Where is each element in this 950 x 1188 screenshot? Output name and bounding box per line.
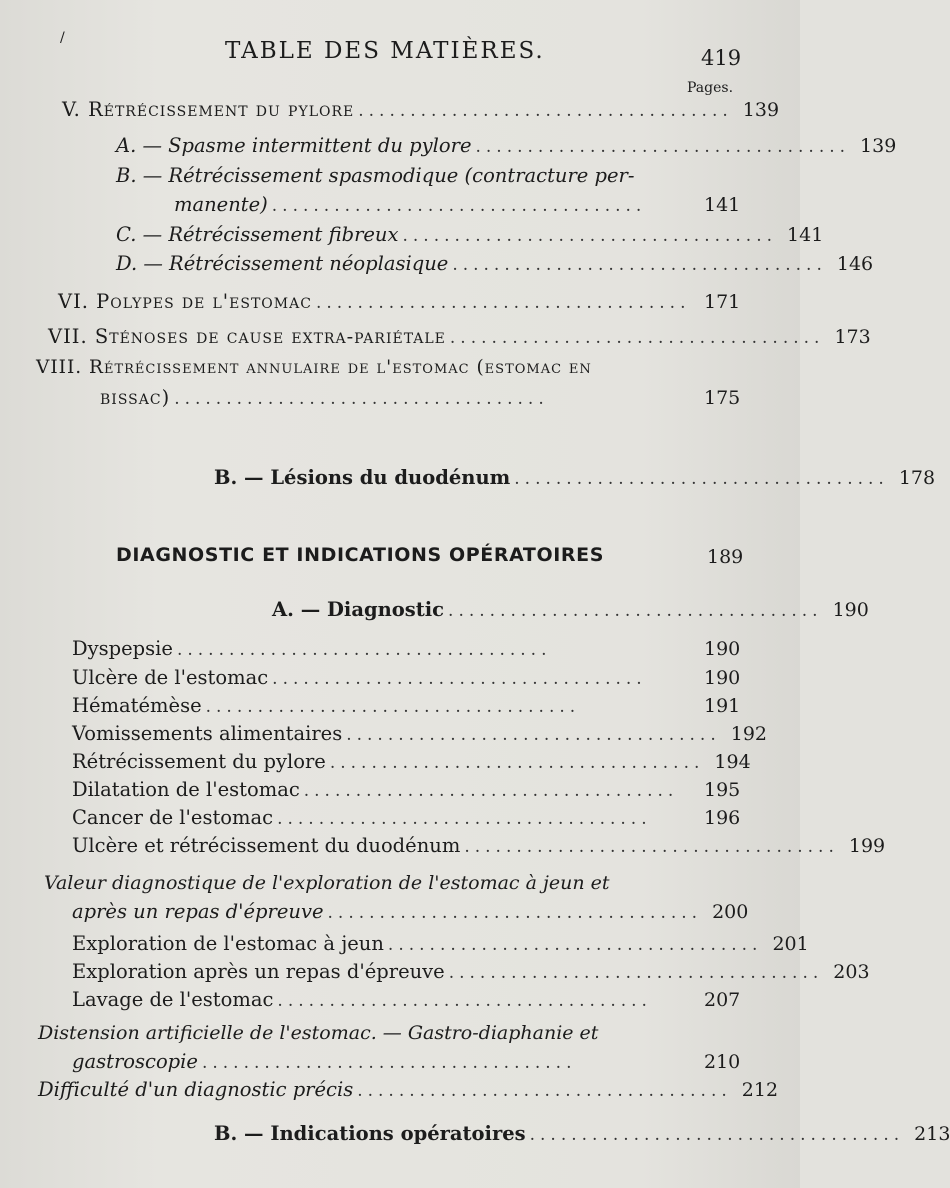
toc-entry-page: 212 bbox=[741, 1079, 779, 1101]
toc-entry bbox=[72, 932, 809, 955]
toc-entry bbox=[48, 325, 871, 348]
toc-entry-label: Exploration après un repas d'épreuve bbox=[72, 960, 445, 983]
toc-entry-label: Rétrécissement du pylore bbox=[72, 750, 326, 773]
toc-entry-page: 190 bbox=[704, 667, 741, 689]
toc-entry-label: gastroscopie bbox=[72, 1050, 198, 1073]
dot-leader: .................................... bbox=[272, 669, 647, 689]
dot-leader: .................................... bbox=[358, 101, 733, 121]
dot-leader: .................................... bbox=[475, 137, 851, 157]
margin-mark: / bbox=[60, 30, 65, 46]
toc-entry bbox=[72, 988, 752, 1011]
dot-leader: .................................... bbox=[357, 1081, 732, 1101]
toc-section-entry bbox=[214, 1122, 950, 1145]
dot-leader: .................................... bbox=[402, 226, 778, 246]
dot-leader: .................................... bbox=[327, 903, 703, 923]
toc-entry bbox=[72, 694, 752, 717]
toc-entry-label: VII. Sténoses de cause extra-pariétale bbox=[48, 325, 446, 348]
toc-entry-page: 210 bbox=[704, 1051, 741, 1073]
toc-entry-label: D. — Rétrécissement néoplasique bbox=[116, 252, 449, 275]
page-title: TABLE DES MATIÈRES. bbox=[225, 38, 545, 64]
toc-entry-label: Valeur diagnostique de l'exploration de l'estomac à jeun et bbox=[44, 872, 610, 894]
toc-entry-page: 141 bbox=[787, 224, 824, 246]
toc-section-entry bbox=[214, 466, 936, 489]
toc-entry-label: Ulcère de l'estomac bbox=[72, 666, 269, 689]
dot-leader: .................................... bbox=[277, 991, 652, 1011]
toc-entry-page: 203 bbox=[833, 961, 870, 983]
toc-entry-page: 192 bbox=[730, 723, 768, 745]
dot-leader: .................................... bbox=[346, 725, 721, 745]
toc-entry bbox=[72, 1050, 752, 1073]
toc-entry-page: 201 bbox=[772, 933, 809, 955]
toc-entry-label: Ulcère et rétrécissement du duodénum bbox=[72, 834, 461, 857]
toc-entry bbox=[72, 834, 886, 857]
dot-leader: .................................... bbox=[303, 781, 679, 801]
toc-entry-page: 191 bbox=[704, 695, 741, 717]
toc-entry-page: 195 bbox=[704, 779, 741, 801]
toc-entry-label: Dilatation de l'estomac bbox=[72, 778, 300, 801]
toc-entry-page: 139 bbox=[742, 99, 780, 121]
dot-leader: .................................... bbox=[201, 1053, 577, 1073]
toc-entry-label: A. — Diagnostic bbox=[272, 598, 445, 621]
toc-entry-page: 200 bbox=[712, 901, 749, 923]
toc-entry-page: 178 bbox=[898, 467, 936, 489]
page-number: 419 bbox=[701, 46, 742, 70]
toc-entry-page: 190 bbox=[832, 599, 869, 621]
dot-leader: .................................... bbox=[174, 389, 549, 409]
toc-entry bbox=[72, 637, 752, 660]
toc-entry bbox=[72, 806, 752, 829]
toc-entry-label: V. Rétrécissement du pylore bbox=[62, 98, 355, 121]
dot-leader: .................................... bbox=[387, 935, 763, 955]
toc-entry bbox=[116, 223, 824, 246]
toc-entry-page: 141 bbox=[704, 194, 741, 216]
dot-leader: .................................... bbox=[464, 837, 839, 857]
dot-leader: .................................... bbox=[329, 753, 705, 773]
dot-leader: .................................... bbox=[205, 697, 581, 717]
toc-entry bbox=[38, 1078, 779, 1101]
chapter-heading: DIAGNOSTIC ET INDICATIONS OPÉRATOIRES bbox=[116, 544, 604, 566]
toc-entry-label: B. — Rétrécissement spasmodique (contracture per- bbox=[116, 164, 635, 187]
toc-entry-page: 139 bbox=[860, 135, 897, 157]
toc-entry-page: 207 bbox=[704, 989, 741, 1011]
dot-leader: .................................... bbox=[529, 1125, 905, 1145]
toc-section-entry bbox=[272, 598, 869, 621]
toc-entry-label: Exploration de l'estomac à jeun bbox=[72, 932, 384, 955]
toc-entry-page: 190 bbox=[704, 638, 741, 660]
toc-entry-label: Dyspepsie bbox=[72, 637, 173, 660]
toc-entry bbox=[116, 252, 874, 275]
toc-entry bbox=[62, 98, 780, 121]
toc-entry bbox=[72, 778, 752, 801]
dot-leader: .................................... bbox=[452, 255, 827, 275]
toc-entry bbox=[72, 960, 870, 983]
toc-entry-label: bissac) bbox=[100, 386, 171, 409]
toc-entry-label: après un repas d'épreuve bbox=[72, 900, 324, 923]
toc-entry-page: 173 bbox=[834, 326, 871, 348]
toc-entry-page: 213 bbox=[914, 1123, 950, 1145]
toc-entry bbox=[72, 666, 752, 689]
toc-entry-label: B. — Indications opératoires bbox=[214, 1122, 526, 1145]
toc-entry-label: Distension artificielle de l'estomac. — Gastro-diaphanie et bbox=[38, 1022, 599, 1044]
toc-entry-label: B. — Lésions du duodénum bbox=[214, 466, 511, 489]
pages-column-label: Pages. bbox=[687, 80, 734, 96]
toc-entry-label: Difficulté d'un diagnostic précis bbox=[38, 1078, 354, 1101]
toc-entry bbox=[72, 900, 752, 923]
toc-entry-label: VIII. Rétrécissement annulaire de l'estomac (estomac en bbox=[36, 357, 592, 378]
toc-entry-label: Hématémèse bbox=[72, 694, 202, 717]
toc-entry bbox=[72, 750, 752, 773]
toc-entry-label: Lavage de l'estomac bbox=[72, 988, 274, 1011]
toc-entry-label: A. — Spasme intermittent du pylore bbox=[116, 134, 472, 157]
toc-entry-page: 199 bbox=[848, 835, 886, 857]
dot-leader: .................................... bbox=[271, 196, 647, 216]
toc-entry-label: VI. Polypes de l'estomac bbox=[58, 290, 312, 313]
dot-leader: .................................... bbox=[449, 328, 825, 348]
toc-entry bbox=[174, 193, 752, 216]
toc-entry bbox=[58, 290, 752, 313]
dot-leader: .................................... bbox=[448, 963, 824, 983]
toc-entry-page: 175 bbox=[704, 387, 741, 409]
toc-entry-page: 194 bbox=[714, 751, 751, 773]
toc-entry-page: 196 bbox=[704, 807, 741, 829]
toc-entry-page: 146 bbox=[836, 253, 874, 275]
dot-leader: .................................... bbox=[315, 293, 691, 313]
toc-entry-page: 171 bbox=[704, 291, 741, 313]
running-header bbox=[0, 36, 800, 76]
toc-entry bbox=[100, 386, 752, 409]
toc-entry-label: C. — Rétrécissement fibreux bbox=[116, 223, 399, 246]
toc-entry-label: Cancer de l'estomac bbox=[72, 806, 274, 829]
toc-entry-label: Vomissements alimentaires bbox=[72, 722, 343, 745]
dot-leader: .................................... bbox=[277, 809, 652, 829]
dot-leader: .................................... bbox=[448, 601, 823, 621]
chapter-heading-page: 189 bbox=[707, 546, 744, 568]
toc-entry bbox=[116, 134, 897, 157]
toc-entry-label: manente) bbox=[174, 193, 268, 216]
dot-leader: .................................... bbox=[514, 469, 889, 489]
toc-entry bbox=[72, 722, 768, 745]
dot-leader: .................................... bbox=[176, 640, 552, 660]
